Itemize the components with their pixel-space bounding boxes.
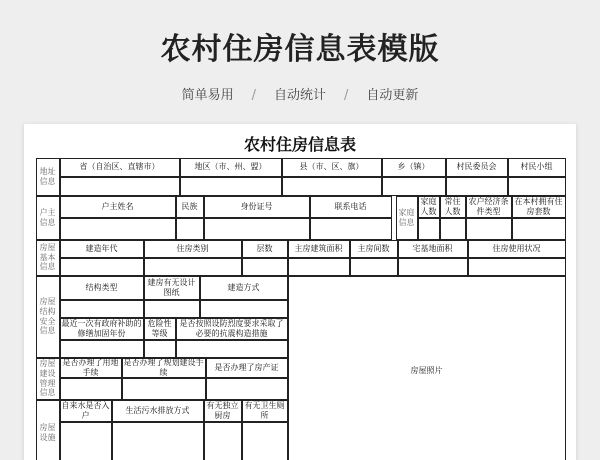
label-village-committee: 村民委员会 (446, 158, 508, 177)
tag-auto-stats: 自动统计 (273, 88, 326, 103)
house-photo-box[interactable]: 房屋照片 (288, 276, 566, 460)
field-economy-type[interactable] (466, 218, 512, 240)
field-house-count[interactable] (512, 218, 566, 240)
field-village-group[interactable] (508, 177, 566, 196)
label-county: 县（市、区、旗） (282, 158, 382, 177)
label-design-drawings: 建房有无设计图纸 (144, 276, 200, 300)
field-design-drawings[interactable] (144, 300, 200, 318)
field-land-area[interactable] (398, 258, 468, 276)
label-sewage-discharge: 生活污水排放方式 (112, 400, 204, 422)
field-county[interactable] (282, 177, 382, 196)
section-family: 家庭信息 (396, 196, 418, 240)
label-land-procedure: 是否办理了用地手续 (60, 358, 122, 378)
label-township: 乡（镇） (382, 158, 446, 177)
field-ethnicity[interactable] (176, 218, 204, 240)
tag-auto-update: 自动更新 (366, 88, 419, 103)
field-build-method[interactable] (200, 300, 288, 318)
label-retrofit-year: 最近一次有政府补助的修缮加固年份 (61, 318, 142, 338)
label-house-category: 住房类别 (144, 240, 242, 258)
label-id-number: 身份证号 (204, 196, 310, 218)
field-township[interactable] (382, 177, 446, 196)
label-usage-status: 住房使用状况 (468, 240, 566, 258)
label-ethnicity: 民族 (176, 196, 204, 218)
section-house-basic: 房屋基本信息 (36, 240, 60, 276)
label-sanitary-toilet: 有无卫生厕所 (242, 400, 288, 422)
label-family-members: 家庭人数 (418, 196, 440, 218)
field-usage-status[interactable] (468, 258, 566, 276)
section-construction-mgmt: 房屋建设管理信息 (36, 358, 60, 400)
field-retrofit-year[interactable] (60, 340, 144, 358)
label-room-count: 主房间数 (350, 240, 398, 258)
label-phone: 联系电话 (310, 196, 392, 218)
section-facilities: 房屋设施 (36, 400, 60, 460)
field-structure-type[interactable] (60, 300, 144, 318)
field-tap-water[interactable] (60, 422, 112, 460)
label-property-certificate: 是否办理了房产证 (206, 358, 288, 378)
field-village-committee[interactable] (446, 177, 508, 196)
label-danger-level: 危险性等级 (144, 318, 176, 340)
label-structure-type: 结构类型 (60, 276, 144, 300)
label-house-count: 在本村拥有住房套数 (512, 196, 566, 218)
field-sanitary-toilet[interactable] (242, 422, 288, 460)
field-phone[interactable] (310, 218, 392, 240)
label-tap-water: 自来水是否入户 (61, 400, 110, 420)
section-address: 地址信息 (36, 158, 60, 196)
label-independent-kitchen: 有无独立厨房 (204, 400, 242, 422)
field-residents[interactable] (440, 218, 466, 240)
tag-separator: / (251, 88, 256, 103)
field-property-certificate[interactable] (206, 378, 288, 400)
label-economy-type: 农户经济条件类型 (466, 196, 512, 218)
field-house-category[interactable] (144, 258, 242, 276)
label-seismic-measures: 是否按照设防烈度要求采取了必要的抗震构造措施 (176, 318, 288, 340)
field-floors[interactable] (242, 258, 288, 276)
feature-tags (0, 84, 600, 103)
tag-separator: / (344, 88, 349, 103)
field-region[interactable] (180, 177, 282, 196)
field-build-year[interactable] (60, 258, 144, 276)
tag-easy: 简单易用 (181, 88, 234, 103)
field-planning-permit[interactable] (122, 378, 206, 400)
field-sewage-discharge[interactable] (112, 422, 204, 460)
label-planning-permit: 是否办理了规划建设手续 (123, 357, 204, 377)
form-sheet (24, 124, 576, 460)
label-village-group: 村民小组 (508, 158, 566, 177)
field-land-procedure[interactable] (60, 378, 122, 400)
label-land-area: 宅基地面积 (398, 240, 468, 258)
field-building-area[interactable] (288, 258, 350, 276)
field-id-number[interactable] (204, 218, 310, 240)
section-owner: 户主信息 (36, 196, 60, 240)
label-build-year: 建造年代 (60, 240, 144, 258)
label-build-method: 建造方式 (200, 276, 288, 300)
field-province[interactable] (60, 177, 180, 196)
label-province: 省（自治区、直辖市） (60, 158, 180, 177)
label-residents: 常住人数 (440, 196, 466, 218)
label-region: 地区（市、州、盟） (180, 158, 282, 177)
field-seismic-measures[interactable] (176, 340, 288, 358)
label-building-area: 主房建筑面积 (288, 240, 350, 258)
field-room-count[interactable] (350, 258, 398, 276)
label-owner-name: 户主姓名 (60, 196, 176, 218)
field-family-members[interactable] (418, 218, 440, 240)
field-danger-level[interactable] (144, 340, 176, 358)
field-independent-kitchen[interactable] (204, 422, 242, 460)
field-owner-name[interactable] (60, 218, 176, 240)
label-floors: 层数 (242, 240, 288, 258)
page-title: 农村住房信息表模版 (160, 32, 440, 67)
section-structure-safety: 房屋结构安全信息 (36, 276, 60, 358)
sheet-title: 农村住房信息表 (243, 135, 356, 154)
